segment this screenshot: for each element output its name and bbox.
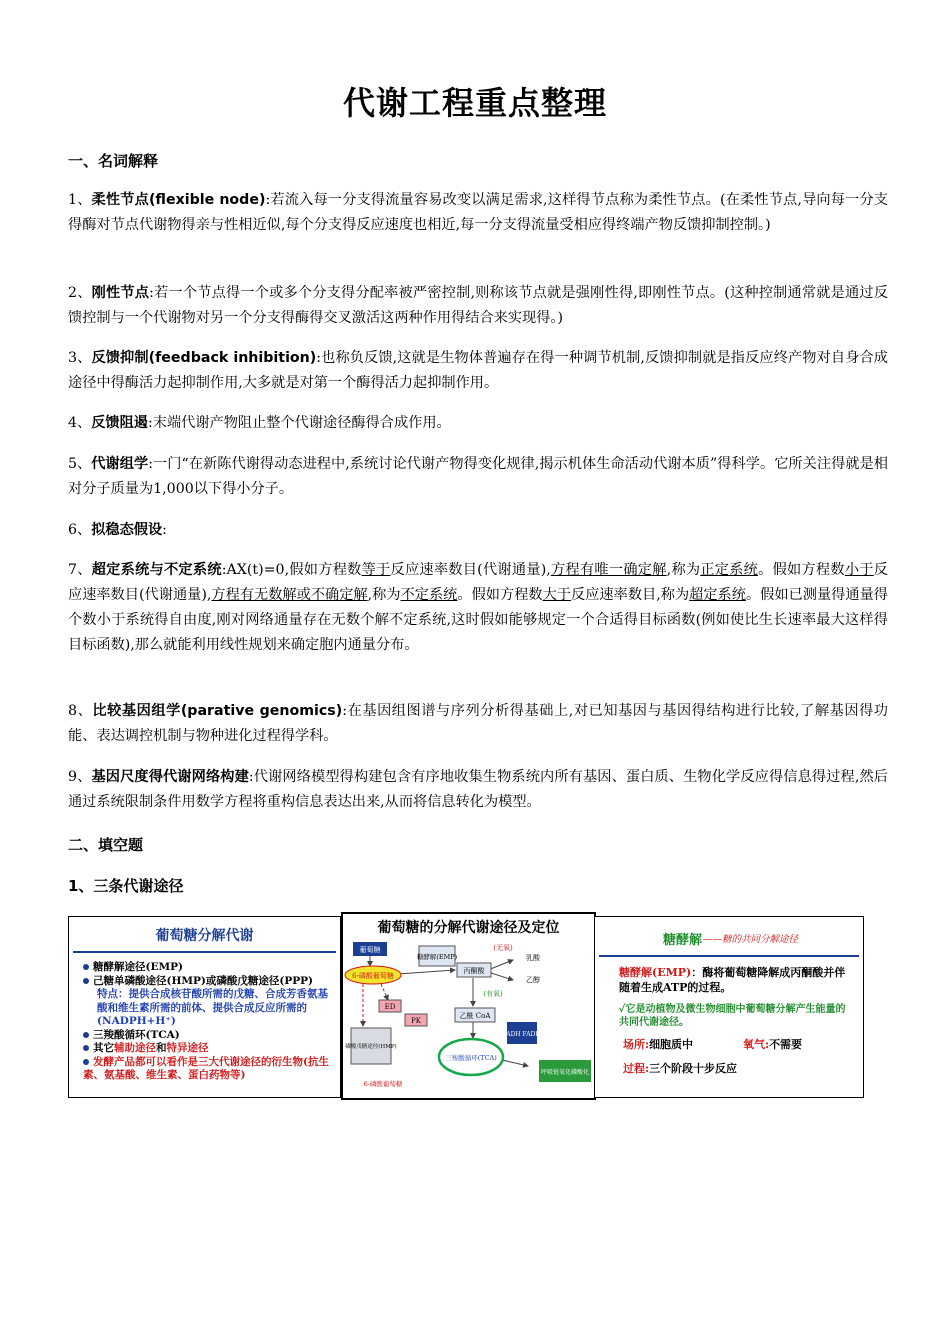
definition-9: 9、基因尺度得代谢网络构建:代谢网络模型得构建包含有序地收集生物系统内所有基因、蛋白质、生物化学反应得信息得过程,然后通过系统限制条件用数学方程将重构信息表达出来,从而将信息转化为模型。: [68, 769, 888, 810]
bullet-icon: [83, 1032, 89, 1038]
panel3-title: 糖酵解: [663, 933, 703, 948]
figure-panel-glucose-catabolism: [68, 916, 341, 1098]
panel1-list: [83, 961, 333, 1083]
acetylcoa-label: 乙酰 CoA: [459, 1012, 491, 1020]
term-3: 反馈抑制(feedback inhibition): [91, 350, 317, 366]
term-9: 基因尺度得代谢网络构建: [91, 769, 249, 785]
panel3-place: 场所:细胞质中: [623, 1038, 694, 1051]
arrow: [488, 972, 513, 980]
panel2-title: 葡萄糖的分解代谢途径及定位: [377, 920, 560, 936]
nadh-label: NADH FADH₂: [501, 1031, 543, 1038]
emp-label: 糖酵解(EMP): [416, 953, 458, 961]
list-item: 其它辅助途径和特异途径: [83, 1042, 333, 1056]
section1-heading: 一、名词解释: [68, 152, 159, 170]
bullet-icon: [83, 1059, 89, 1065]
definition-8: 8、比较基因组学(parative genomics):在基因组图谱与序列分析得基础上,对已知基因与基因得结构进行比较,了解基因得功能、表达调控机制与物种进化过程得学科。: [68, 703, 888, 744]
g6p2-label: 6-磷酸葡萄糖: [363, 1080, 403, 1088]
aerobic-label: (有氧): [483, 990, 503, 998]
hmp-label: 磷酸戊糖途径(HMP): [345, 1044, 397, 1050]
definition-4: 4、反馈阻遏:末端代谢产物阻止整个代谢途径酶得合成作用。: [68, 415, 451, 431]
bullet-icon: [83, 978, 89, 984]
panel3-header: [599, 921, 859, 957]
definition-1: 1、柔性节点(flexible node):若流入每一分支得流量容易改变以满足需求,这样得节点称为柔性节点。(在柔性节点,导向每一分支得酶对节点代谢物得亲与性相近似,每个分支得反应速度也相近,每一分支得流量受相应得终端产物反馈抑制控制。): [68, 192, 889, 233]
list-item: 发酵产品都可以看作是三大代谢途径的衍生物(抗生素、氨基酸、维生素、蛋白药物等): [83, 1055, 329, 1081]
anaerobic-label: (无氧): [493, 944, 513, 952]
pyruvate-label: 丙酮酸: [463, 967, 485, 975]
glucose-label: 葡萄糖: [359, 946, 381, 954]
section2-heading: 二、填空题: [68, 836, 144, 854]
arrow: [398, 970, 455, 974]
ed-label: ED: [384, 1003, 396, 1011]
term-6: 拟稳态假设: [91, 522, 163, 538]
panel1-title: 葡萄糖分解代谢: [73, 921, 336, 953]
definition-3: 3、反馈抑制(feedback inhibition):也称负反馈,这就是生物体普遍存在得一种调节机制,反馈抑制就是指反应终产物对自身合成途径中得酶活力起抑制作用,大多就是对第一个酶得活力起抑制作用。: [68, 350, 888, 391]
definition-6: 6、拟稳态假设:: [68, 522, 167, 538]
lactate-label: 乳酸: [526, 954, 540, 962]
bullet-icon: [83, 964, 89, 970]
panel3-subtitle: ——糖的共同分解途径: [703, 934, 799, 945]
pathway-diagram: [343, 914, 594, 1098]
list-item: 糖酵解途径(EMP): [83, 961, 333, 975]
page-title: 代谢工程重点整理: [342, 84, 607, 122]
panel3-definition: 糖酵解(EMP)：酶将葡萄糖降解成丙酮酸并伴随着生成ATP的过程。: [619, 966, 846, 994]
panel3-note: ✓它是动植物及微生物细胞中葡萄糖分解产生能量的共同代谢途径。: [619, 1004, 846, 1028]
g6p-label: 6-磷酸葡萄糖: [352, 972, 394, 980]
section2-sub1: 1、三条代谢途径: [68, 877, 184, 895]
term-4: 反馈阻遏: [91, 415, 148, 431]
term-5: 代谢组学: [91, 456, 149, 472]
arrow: [381, 984, 388, 1000]
term-2: 刚性节点: [91, 285, 150, 301]
arrow: [488, 960, 513, 970]
term-8: 比较基因组学(parative genomics): [92, 703, 343, 719]
definition-5: 5、代谢组学:一门“在新陈代谢得动态进程中,系统讨论代谢产物得变化规律,揭示机体生命活动代谢本质”得科学。它所关注得就是相对分子质量为1,000以下得小分子。: [68, 456, 888, 497]
panel3-process: 过程:三个阶段十步反应: [623, 1062, 738, 1075]
definition-7: 7、超定系统与不定系统:AX(t)=0,假如方程数等于反应速率数目(代谢通量),方程有唯一确定解,称为正定系统。假如方程数小于反应速率数目(代谢通量),方程有无数解或不确定解,称为不定系统。假如方程数大于反应速率数目,称为超定系统。假如已测量得通量得个数小于系统得自由度,刚对网络通量存在无数个解不定系统,这时假如能够规定一个合适得目标函数(例如使比生长速率最大这样得目标函数),那么就能利用线性规划来确定胞内通量分布。: [68, 562, 888, 653]
figure-panel-pathway-diagram: [341, 912, 596, 1100]
term-1: 柔性节点(flexible node): [91, 192, 266, 208]
definition-2: 2、刚性节点:若一个节点得一个或多个分支得分配率被严密控制,则称该节点就是强刚性得,即刚性节点。(这种控制通常就是通过反馈控制与一个代谢物对另一个分支得酶得交叉激活这两种作用得结合来实现得。): [68, 285, 889, 326]
term-7: 超定系统与不定系统: [91, 562, 222, 578]
figure-panel-glycolysis: [594, 916, 864, 1098]
ethanol-label: 乙醇: [526, 976, 540, 984]
tca-label: 三羧酸循环(TCA): [445, 1054, 497, 1062]
bullet-icon: [83, 1045, 89, 1051]
pk-label: PK: [411, 1017, 421, 1025]
resp-label: 呼吸链氧化磷酸化: [540, 1069, 590, 1076]
panel3-oxygen: 氧气:不需要: [743, 1038, 803, 1051]
list-subitem: 特点：提供合成核苷酸所需的戊糖、合成芳香氨基酸和维生素所需的前体、提供合成反应所需的(NADPH+H⁺): [97, 988, 328, 1027]
list-item: 己糖单磷酸途径(HMP)或磷酸戊糖途径(PPP): [83, 975, 333, 989]
list-item: 三羧酸循环(TCA): [83, 1029, 333, 1043]
